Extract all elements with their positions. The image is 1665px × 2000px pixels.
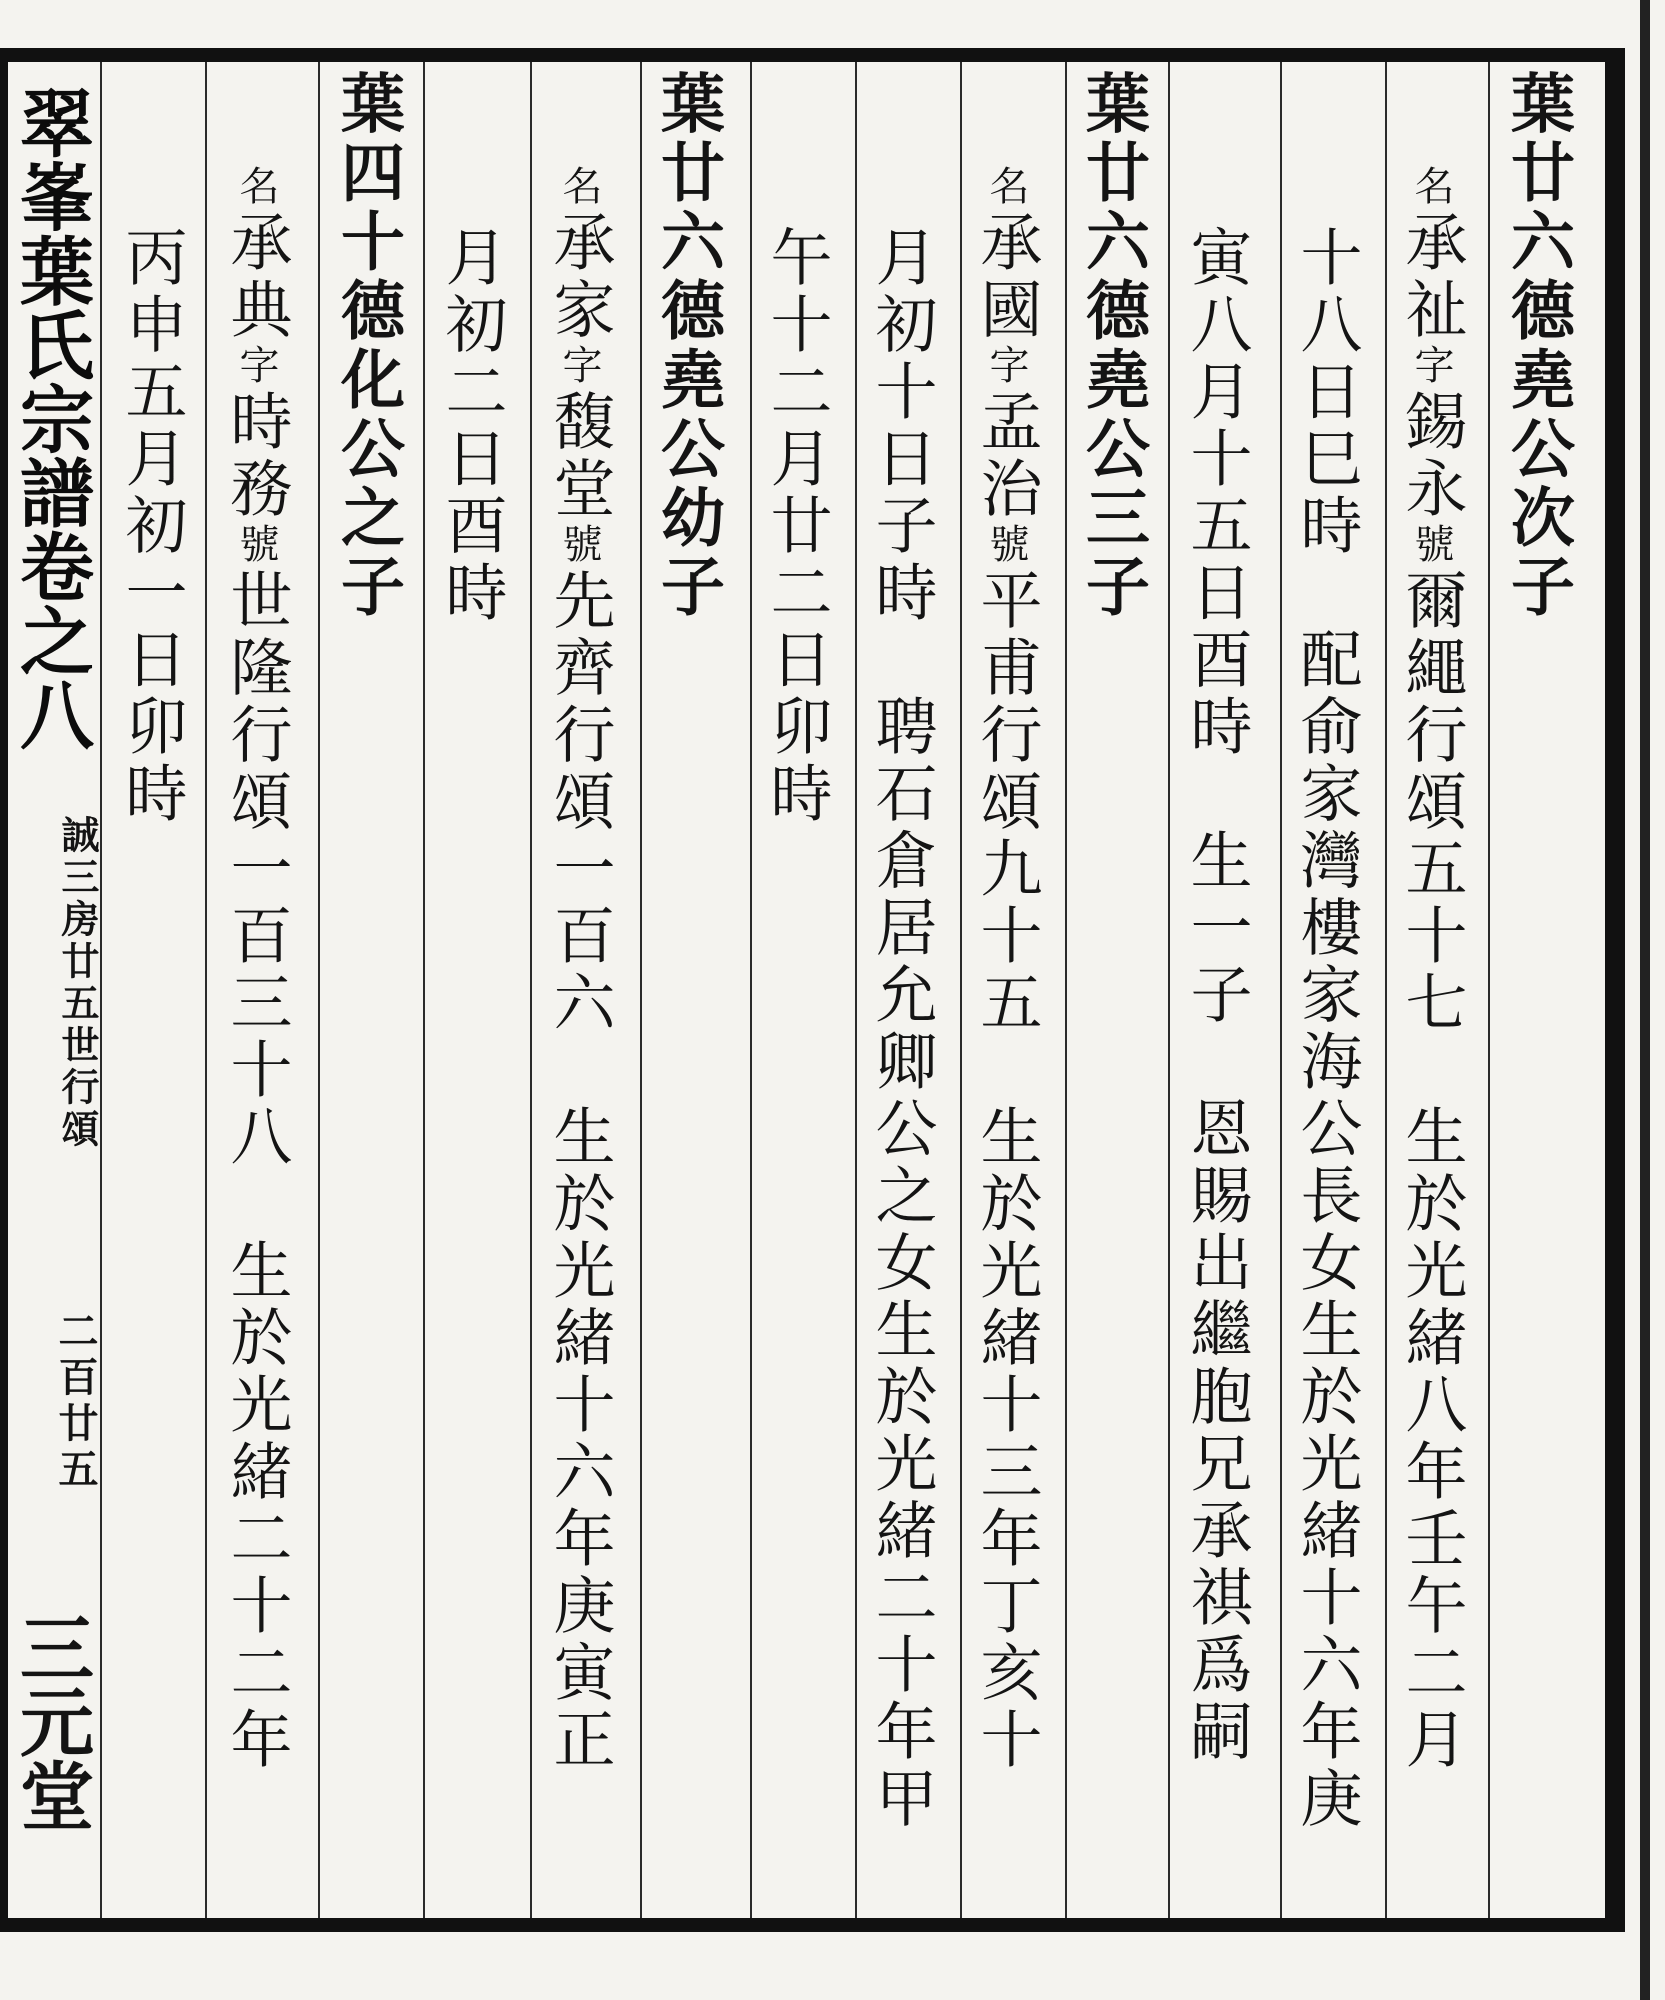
column-divider [1488,62,1490,1918]
column-divider [1168,62,1170,1918]
courtesy-name: 馥堂 [543,389,616,523]
top-border [0,48,1610,62]
page-number: 二百廿五 [52,1310,99,1494]
column-divider [318,62,320,1918]
column-divider [205,62,207,1918]
entry-name-line [970,165,1043,1910]
entry-heading: 葉廿六德堯公幼子 [650,70,725,622]
column-divider [423,62,425,1918]
entry-detail-line: 丙申五月初一日卯時 [115,225,188,828]
hao-label: 號 [983,523,1029,568]
page-edge [1640,0,1650,2000]
entry-name-line [543,165,616,1910]
column-divider [1385,62,1387,1918]
column-divider [750,62,752,1918]
art-name: 世隆 [220,568,293,702]
column-divider [1065,62,1067,1918]
entry-heading: 葉廿六德堯公次子 [1500,70,1575,622]
name-label: 名 [1408,165,1454,210]
art-name: 先齊 [543,568,616,702]
column-divider [640,62,642,1918]
name-label: 名 [983,165,1029,210]
volume-text: 卷之八 [8,529,94,751]
given-name: 承國 [970,210,1043,344]
entry-name-line [220,165,293,1910]
column-divider [855,62,857,1918]
given-name: 承祉 [1395,210,1468,344]
zi-label: 字 [233,344,279,389]
entry-detail-line: 午十二月廿二日卯時 [760,225,833,828]
hao-label: 號 [1408,523,1454,568]
given-name: 承家 [543,210,616,344]
section-label: 誠三房廿五世行頌 [55,815,100,1151]
entry-detail-line: 月初十日子時 聘石倉居允卿公之女生於光緒二十年甲 [865,225,938,1833]
name-label: 名 [556,165,602,210]
given-name: 承典 [220,210,293,344]
courtesy-name: 時務 [220,389,293,523]
entry-heading: 葉廿六德堯公三子 [1075,70,1150,622]
entry-detail-line: 寅八月十五日酉時 生一子 恩賜出繼胞兄承祺爲嗣 [1180,225,1253,1766]
courtesy-name: 孟治 [970,389,1043,523]
entry-detail-line: 月初二日酉時 [435,225,508,627]
entry-heading: 葉四十德化公之子 [330,70,405,622]
column-divider [960,62,962,1918]
column-divider [1280,62,1282,1918]
zi-label: 字 [1408,344,1454,389]
entry-detail: 行頌一百三十八 生於光緒二十二年 [220,702,293,1774]
art-name: 平甫 [970,568,1043,702]
name-label: 名 [233,165,279,210]
zi-label: 字 [556,344,602,389]
column-divider [100,62,102,1918]
title-text: 翠峯葉氏宗譜 [8,85,94,529]
column-divider [530,62,532,1918]
hao-label: 號 [233,523,279,568]
zi-label: 字 [983,344,1029,389]
entry-detail: 行頌九十五 生於光緒十三年丁亥十 [970,702,1043,1774]
right-border [1605,48,1625,1932]
entry-name-line [1395,165,1468,1910]
hao-label: 號 [556,523,602,568]
hall-name: 三元堂 [8,1610,94,1832]
courtesy-name: 錫永 [1395,389,1468,523]
genealogy-title [6,85,94,805]
bottom-border [0,1918,1610,1932]
entry-detail: 行頌五十七 生於光緒八年壬午二月 [1395,702,1468,1774]
entry-detail-line: 十八日巳時 配俞家灣樓家海公長女生於光緒十六年庚 [1290,225,1363,1833]
art-name: 爾繩 [1395,568,1468,702]
entry-detail: 行頌一百六 生於光緒十六年庚寅正 [543,702,616,1774]
